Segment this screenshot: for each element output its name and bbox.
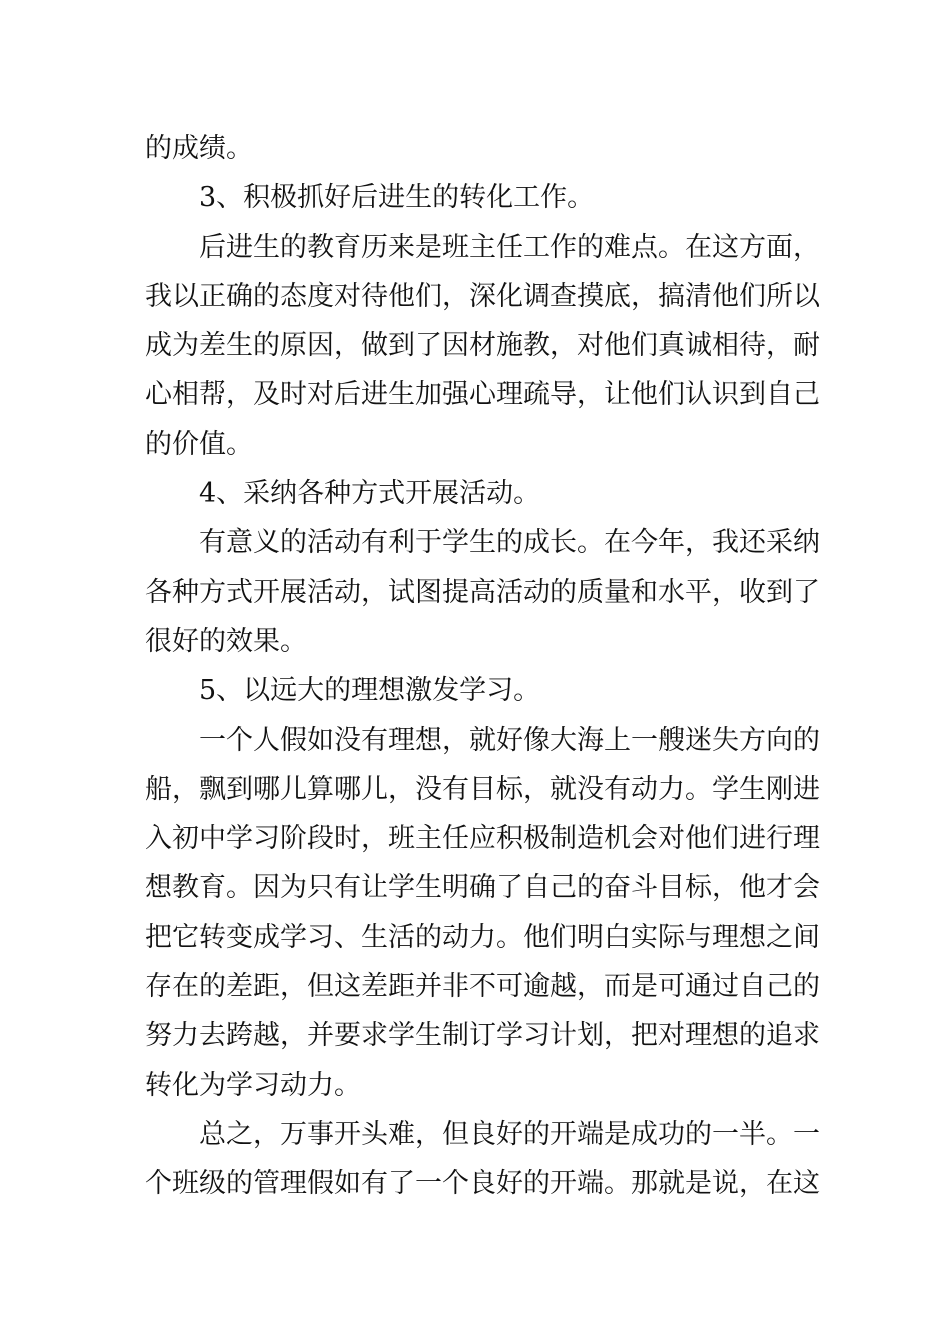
- text-line: 想教育。因为只有让学生明确了自己的奋斗目标，他才会: [145, 872, 820, 904]
- text-line: 把它转变成学习、生活的动力。他们明白实际与理想之间: [145, 921, 820, 953]
- text-line: 我以正确的态度对待他们，深化调查摸底，搞清他们所以: [145, 280, 820, 312]
- text-line: 4、采纳各种方式开展活动。: [199, 478, 541, 510]
- text-line: 后进生的教育历来是班主任工作的难点。在这方面，: [199, 231, 820, 263]
- text-line: 入初中学习阶段时，班主任应积极制造机会对他们进行理: [145, 823, 820, 855]
- text-line: 一个人假如没有理想，就好像大海上一艘迷失方向的: [199, 724, 820, 756]
- text-line: 存在的差距，但这差距并非不可逾越，而是可通过自己的: [145, 971, 820, 1003]
- text-line: 各种方式开展活动，试图提高活动的质量和水平，收到了: [145, 576, 820, 608]
- text-line: 个班级的管理假如有了一个良好的开端。那就是说，在这: [145, 1168, 820, 1200]
- text-line: 船，飘到哪儿算哪儿，没有目标，就没有动力。学生刚进: [145, 773, 820, 805]
- text-line: 有意义的活动有利于学生的成长。在今年，我还采纳: [199, 527, 820, 559]
- text-line: 总之，万事开头难，但良好的开端是成功的一半。一: [199, 1118, 820, 1150]
- body-text: [145, 124, 820, 1209]
- text-line: 的价值。: [145, 428, 253, 460]
- text-line: 3、积极抓好后进生的转化工作。: [199, 182, 595, 214]
- text-line: 成为差生的原因，做到了因材施教，对他们真诚相待，耐: [145, 330, 820, 362]
- text-line: 心相帮，及时对后进生加强心理疏导，让他们认识到自己: [145, 379, 820, 411]
- text-line: 转化为学习动力。: [145, 1069, 361, 1101]
- text-line: 的成绩。: [145, 133, 253, 164]
- text-line: 努力去跨越，并要求学生制订学习计划，把对理想的追求: [145, 1020, 820, 1052]
- text-line: 很好的效果。: [145, 625, 307, 657]
- text-line: 5、以远大的理想激发学习。: [199, 675, 541, 707]
